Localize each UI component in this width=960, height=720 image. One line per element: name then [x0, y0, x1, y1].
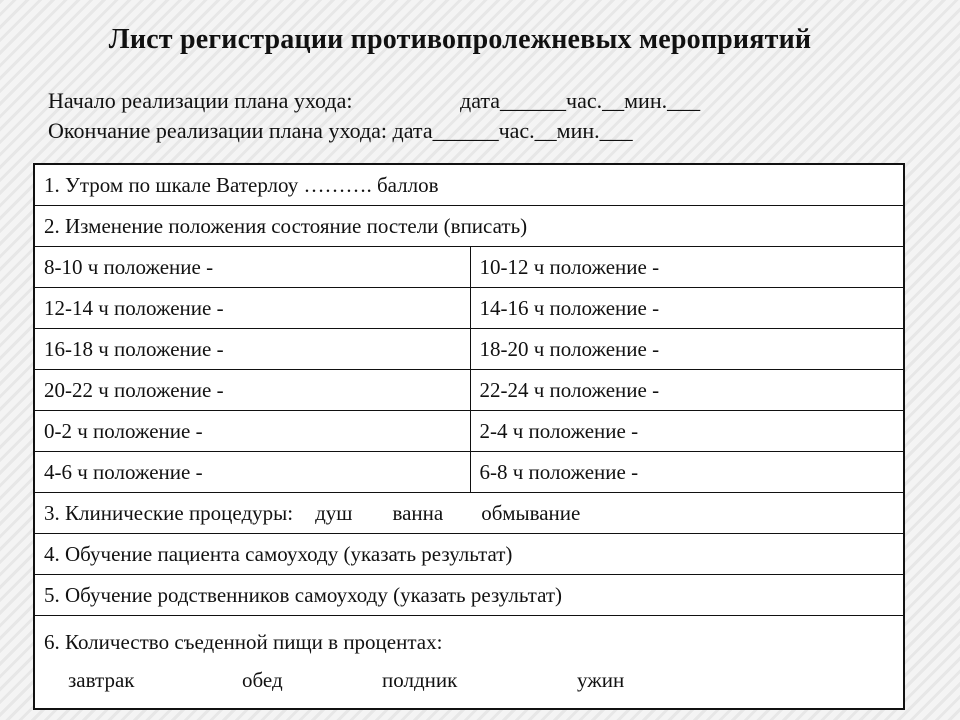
- schedule-cell: 4-6 ч положение -: [35, 452, 470, 493]
- row-waterlow-score: 1. Утром по шкале Ватерлоу ………. баллов: [35, 165, 903, 206]
- meal-snack: полдник: [382, 668, 458, 692]
- table-row: [35, 411, 903, 452]
- table-row: [35, 165, 903, 206]
- schedule-cell: 8-10 ч положение -: [35, 247, 470, 288]
- row-food-intake: [35, 616, 903, 709]
- row-patient-training: 4. Обучение пациента самоуходу (указать результат): [35, 534, 903, 575]
- schedule-cell: 22-24 ч положение -: [470, 370, 903, 411]
- procedure-bath: ванна: [392, 500, 444, 525]
- page-title: Лист регистрации противопролежневых мероприятий: [108, 24, 812, 55]
- table-row: [35, 247, 903, 288]
- table-row: [35, 370, 903, 411]
- table-row: [35, 534, 903, 575]
- plan-end-value: дата______час.__мин.___: [392, 118, 633, 143]
- procedure-shower: душ: [315, 500, 353, 525]
- schedule-cell: 2-4 ч положение -: [470, 411, 903, 452]
- table-row: [35, 206, 903, 247]
- plan-start-value: дата______час.__мин.___: [460, 88, 701, 113]
- schedule-cell: 12-14 ч положение -: [35, 288, 470, 329]
- registration-table: [33, 163, 905, 710]
- schedule-cell: 0-2 ч положение -: [35, 411, 470, 452]
- schedule-cell: 6-8 ч положение -: [470, 452, 903, 493]
- schedule-cell: 14-16 ч положение -: [470, 288, 903, 329]
- plan-start-label: Начало реализации плана ухода:: [48, 88, 353, 113]
- table-row: [35, 288, 903, 329]
- procedure-washing: обмывание: [481, 500, 581, 525]
- schedule-cell: 10-12 ч положение -: [470, 247, 903, 288]
- table-row: [35, 616, 903, 709]
- row-clinical-procedures: [35, 493, 903, 534]
- schedule-cell: 20-22 ч положение -: [35, 370, 470, 411]
- procedures-label: 3. Клинические процедуры:: [44, 500, 294, 525]
- meals-list: [44, 660, 894, 700]
- schedule-cell: 18-20 ч положение -: [470, 329, 903, 370]
- table-row: [35, 493, 903, 534]
- row-relatives-training: 5. Обучение родственников самоуходу (указать результат): [35, 575, 903, 616]
- plan-start-line: [48, 88, 700, 114]
- food-intake-label: 6. Количество съеденной пищи в процентах:: [44, 630, 443, 654]
- plan-end-label: Окончание реализации плана ухода:: [48, 118, 388, 143]
- table-row: [35, 575, 903, 616]
- table-row: [35, 329, 903, 370]
- meal-lunch: обед: [242, 668, 283, 692]
- plan-end-line: [48, 118, 633, 144]
- meal-dinner: ужин: [577, 668, 625, 692]
- table-row: [35, 452, 903, 493]
- schedule-cell: 16-18 ч положение -: [35, 329, 470, 370]
- row-position-change: 2. Изменение положения состояние постели (вписать): [35, 206, 903, 247]
- meal-breakfast: завтрак: [68, 668, 135, 692]
